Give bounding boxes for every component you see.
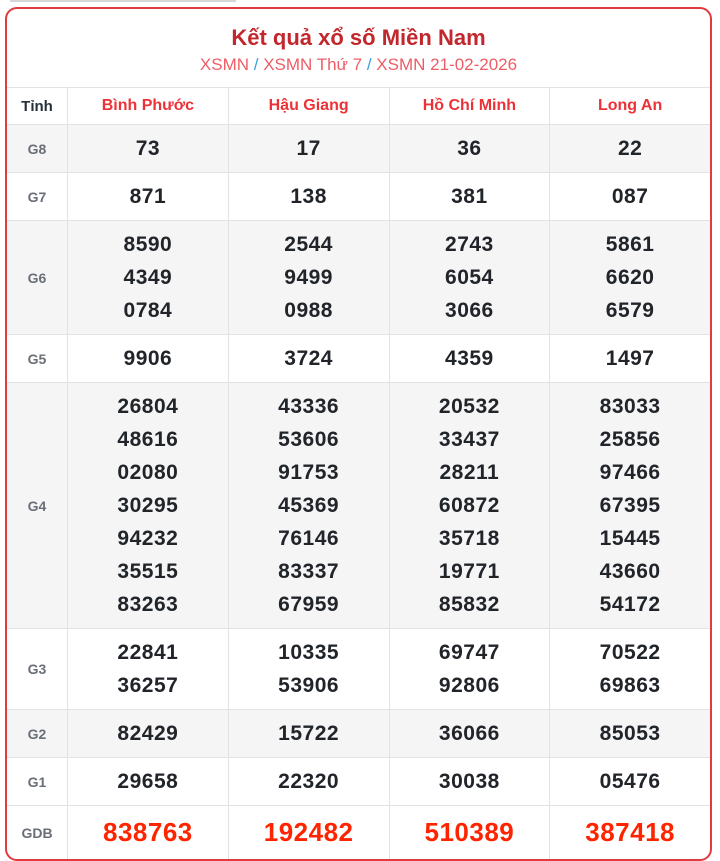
prize-number: 85832 xyxy=(438,593,500,616)
prize-number: 8590 xyxy=(123,233,173,256)
prize-cell-g8-col0 xyxy=(67,125,228,172)
prize-number: 76146 xyxy=(278,527,340,550)
prize-label-g7: G7 xyxy=(27,188,47,205)
table-row-g2 xyxy=(7,709,710,757)
prize-cell-g1-col3 xyxy=(549,758,710,805)
prize-label-g6: G6 xyxy=(27,269,47,286)
table-row-g8 xyxy=(7,124,710,172)
prize-number: 83337 xyxy=(278,560,340,583)
prize-label-g1: G1 xyxy=(27,773,47,790)
prize-number: 53906 xyxy=(278,674,340,697)
prize-number: 69747 xyxy=(438,641,500,664)
prize-label-g2: G2 xyxy=(27,725,47,742)
prize-cell-g4-col2 xyxy=(389,383,550,628)
prize-number: 60872 xyxy=(438,494,500,517)
prize-number: 087 xyxy=(611,185,649,208)
prize-number: 387418 xyxy=(585,817,675,847)
page-title: Kết quả xổ số Miền Nam xyxy=(231,25,486,50)
table-row-g5 xyxy=(7,334,710,382)
prize-number: 3066 xyxy=(445,299,494,322)
prize-cell-gdb-col0 xyxy=(67,806,228,859)
prize-number: 22320 xyxy=(278,770,340,793)
prize-cell-g2-col2 xyxy=(389,710,550,757)
prize-number: 83263 xyxy=(117,593,179,616)
prize-cell-g6-col0 xyxy=(67,221,228,334)
prize-number: 20532 xyxy=(438,395,500,418)
prize-number: 92806 xyxy=(438,674,500,697)
table-row-g6 xyxy=(7,220,710,334)
table-row-g4 xyxy=(7,382,710,628)
prize-number: 36066 xyxy=(438,722,500,745)
prize-number: 22841 xyxy=(117,641,179,664)
breadcrumb-separator: / xyxy=(249,55,264,74)
prize-cell-g1-col0 xyxy=(67,758,228,805)
prize-number: 4359 xyxy=(445,347,494,370)
prize-cell-g3-col2 xyxy=(389,629,550,709)
prize-cell-g1-col1 xyxy=(228,758,389,805)
prize-cell-gdb-col2 xyxy=(389,806,550,859)
prize-number: 19771 xyxy=(438,560,500,583)
prize-number: 73 xyxy=(135,137,161,160)
prize-number: 54172 xyxy=(599,593,661,616)
prize-cell-g3-col1 xyxy=(228,629,389,709)
prize-cell-g2-col0 xyxy=(67,710,228,757)
prize-cell-g5-col0 xyxy=(67,335,228,382)
prize-cell-g7-col0 xyxy=(67,173,228,220)
breadcrumb xyxy=(7,55,710,75)
prize-cell-g7-col3 xyxy=(549,173,710,220)
prize-cell-g8-col1 xyxy=(228,125,389,172)
prize-number: 35515 xyxy=(117,560,179,583)
prize-number: 05476 xyxy=(599,770,661,793)
prize-number: 0988 xyxy=(284,299,333,322)
prize-number: 15722 xyxy=(278,722,340,745)
prize-number: 1497 xyxy=(605,347,655,370)
prize-number: 43336 xyxy=(278,395,340,418)
prize-number: 30295 xyxy=(117,494,179,517)
result-table xyxy=(7,87,710,859)
prize-cell-g3-col3 xyxy=(549,629,710,709)
prize-number: 70522 xyxy=(599,641,661,664)
lottery-result-card xyxy=(5,7,712,861)
prize-number: 28211 xyxy=(439,461,500,484)
prize-cell-g7-col2 xyxy=(389,173,550,220)
table-row-g1 xyxy=(7,757,710,805)
prize-label-g5: G5 xyxy=(27,350,47,367)
table-row-g7 xyxy=(7,172,710,220)
prize-cell-g4-col1 xyxy=(228,383,389,628)
prize-label-gdb: GDB xyxy=(21,824,53,841)
column-header-1[interactable]: Hậu Giang xyxy=(228,88,389,124)
prize-label-g3: G3 xyxy=(27,661,47,677)
breadcrumb-link-1[interactable]: XSMN Thứ 7 xyxy=(263,55,363,74)
prize-number: 6620 xyxy=(605,266,655,289)
prize-number: 69863 xyxy=(599,674,661,697)
prize-cell-g3-col0 xyxy=(67,629,228,709)
prize-number: 30038 xyxy=(438,770,500,793)
prize-number: 36 xyxy=(457,137,482,160)
table-row-g3 xyxy=(7,628,710,709)
prize-number: 33437 xyxy=(438,428,500,451)
breadcrumb-separator: / xyxy=(362,55,377,74)
province-column-label: Tỉnh xyxy=(21,97,53,115)
card-header xyxy=(7,9,710,75)
prize-number: 53606 xyxy=(278,428,340,451)
prize-number: 6579 xyxy=(605,299,655,322)
prize-cell-g8-col3 xyxy=(549,125,710,172)
prize-number: 510389 xyxy=(424,817,515,847)
prize-cell-g6-col3 xyxy=(549,221,710,334)
prize-cell-g2-col3 xyxy=(549,710,710,757)
prize-number: 381 xyxy=(451,185,488,208)
prize-number: 17 xyxy=(296,137,321,160)
breadcrumb-link-0[interactable]: XSMN xyxy=(199,55,250,74)
prize-number: 4349 xyxy=(123,266,173,289)
prize-number: 85053 xyxy=(599,722,661,745)
table-header-row xyxy=(7,88,710,124)
column-header-2[interactable]: Hồ Chí Minh xyxy=(389,88,550,124)
prize-label-g8: G8 xyxy=(27,140,47,157)
prize-cell-g5-col3 xyxy=(549,335,710,382)
prize-number: 2743 xyxy=(445,233,494,256)
prize-number: 9499 xyxy=(284,266,333,289)
prize-cell-g8-col2 xyxy=(389,125,550,172)
prize-cell-g5-col1 xyxy=(228,335,389,382)
prize-number: 67395 xyxy=(599,494,661,517)
prize-number: 43660 xyxy=(599,560,661,583)
prize-number: 9906 xyxy=(123,347,173,370)
prize-number: 29658 xyxy=(117,770,179,793)
prize-number: 5861 xyxy=(605,233,655,256)
prize-number: 2544 xyxy=(284,233,333,256)
prize-number: 45369 xyxy=(278,494,340,517)
prize-number: 67959 xyxy=(278,593,340,616)
breadcrumb-link-2[interactable]: XSMN 21-02-2026 xyxy=(376,55,518,74)
prize-cell-g4-col3 xyxy=(549,383,710,628)
prize-number: 10335 xyxy=(278,641,340,664)
prize-number: 36257 xyxy=(117,674,179,697)
prize-number: 138 xyxy=(290,185,327,208)
prize-number: 82429 xyxy=(117,722,179,745)
column-header-0[interactable]: Bình Phước xyxy=(67,88,228,124)
prize-cell-gdb-col3 xyxy=(549,806,710,859)
prize-cell-g5-col2 xyxy=(389,335,550,382)
prize-cell-g7-col1 xyxy=(228,173,389,220)
page-edge-artifact xyxy=(10,0,236,2)
prize-number: 838763 xyxy=(102,817,193,847)
prize-label-g4: G4 xyxy=(27,497,47,514)
column-header-3[interactable]: Long An xyxy=(549,88,710,124)
table-row-gdb xyxy=(7,805,710,859)
prize-number: 83033 xyxy=(599,395,661,418)
prize-number: 94232 xyxy=(117,527,179,550)
prize-cell-g1-col2 xyxy=(389,758,550,805)
prize-number: 6054 xyxy=(445,266,494,289)
prize-number: 02080 xyxy=(117,461,179,484)
prize-cell-g6-col2 xyxy=(389,221,550,334)
prize-number: 3724 xyxy=(284,347,333,370)
prize-number: 15445 xyxy=(599,527,661,550)
prize-number: 871 xyxy=(129,185,167,208)
prize-number: 192482 xyxy=(263,817,354,847)
prize-number: 26804 xyxy=(117,395,179,418)
prize-number: 0784 xyxy=(123,299,173,322)
prize-cell-g4-col0 xyxy=(67,383,228,628)
prize-cell-g2-col1 xyxy=(228,710,389,757)
prize-number: 35718 xyxy=(438,527,500,550)
prize-cell-gdb-col1 xyxy=(228,806,389,859)
prize-number: 91753 xyxy=(278,461,340,484)
prize-number: 48616 xyxy=(117,428,179,451)
prize-number: 22 xyxy=(617,137,643,160)
prize-number: 97466 xyxy=(599,461,661,484)
prize-cell-g6-col1 xyxy=(228,221,389,334)
prize-number: 25856 xyxy=(599,428,661,451)
